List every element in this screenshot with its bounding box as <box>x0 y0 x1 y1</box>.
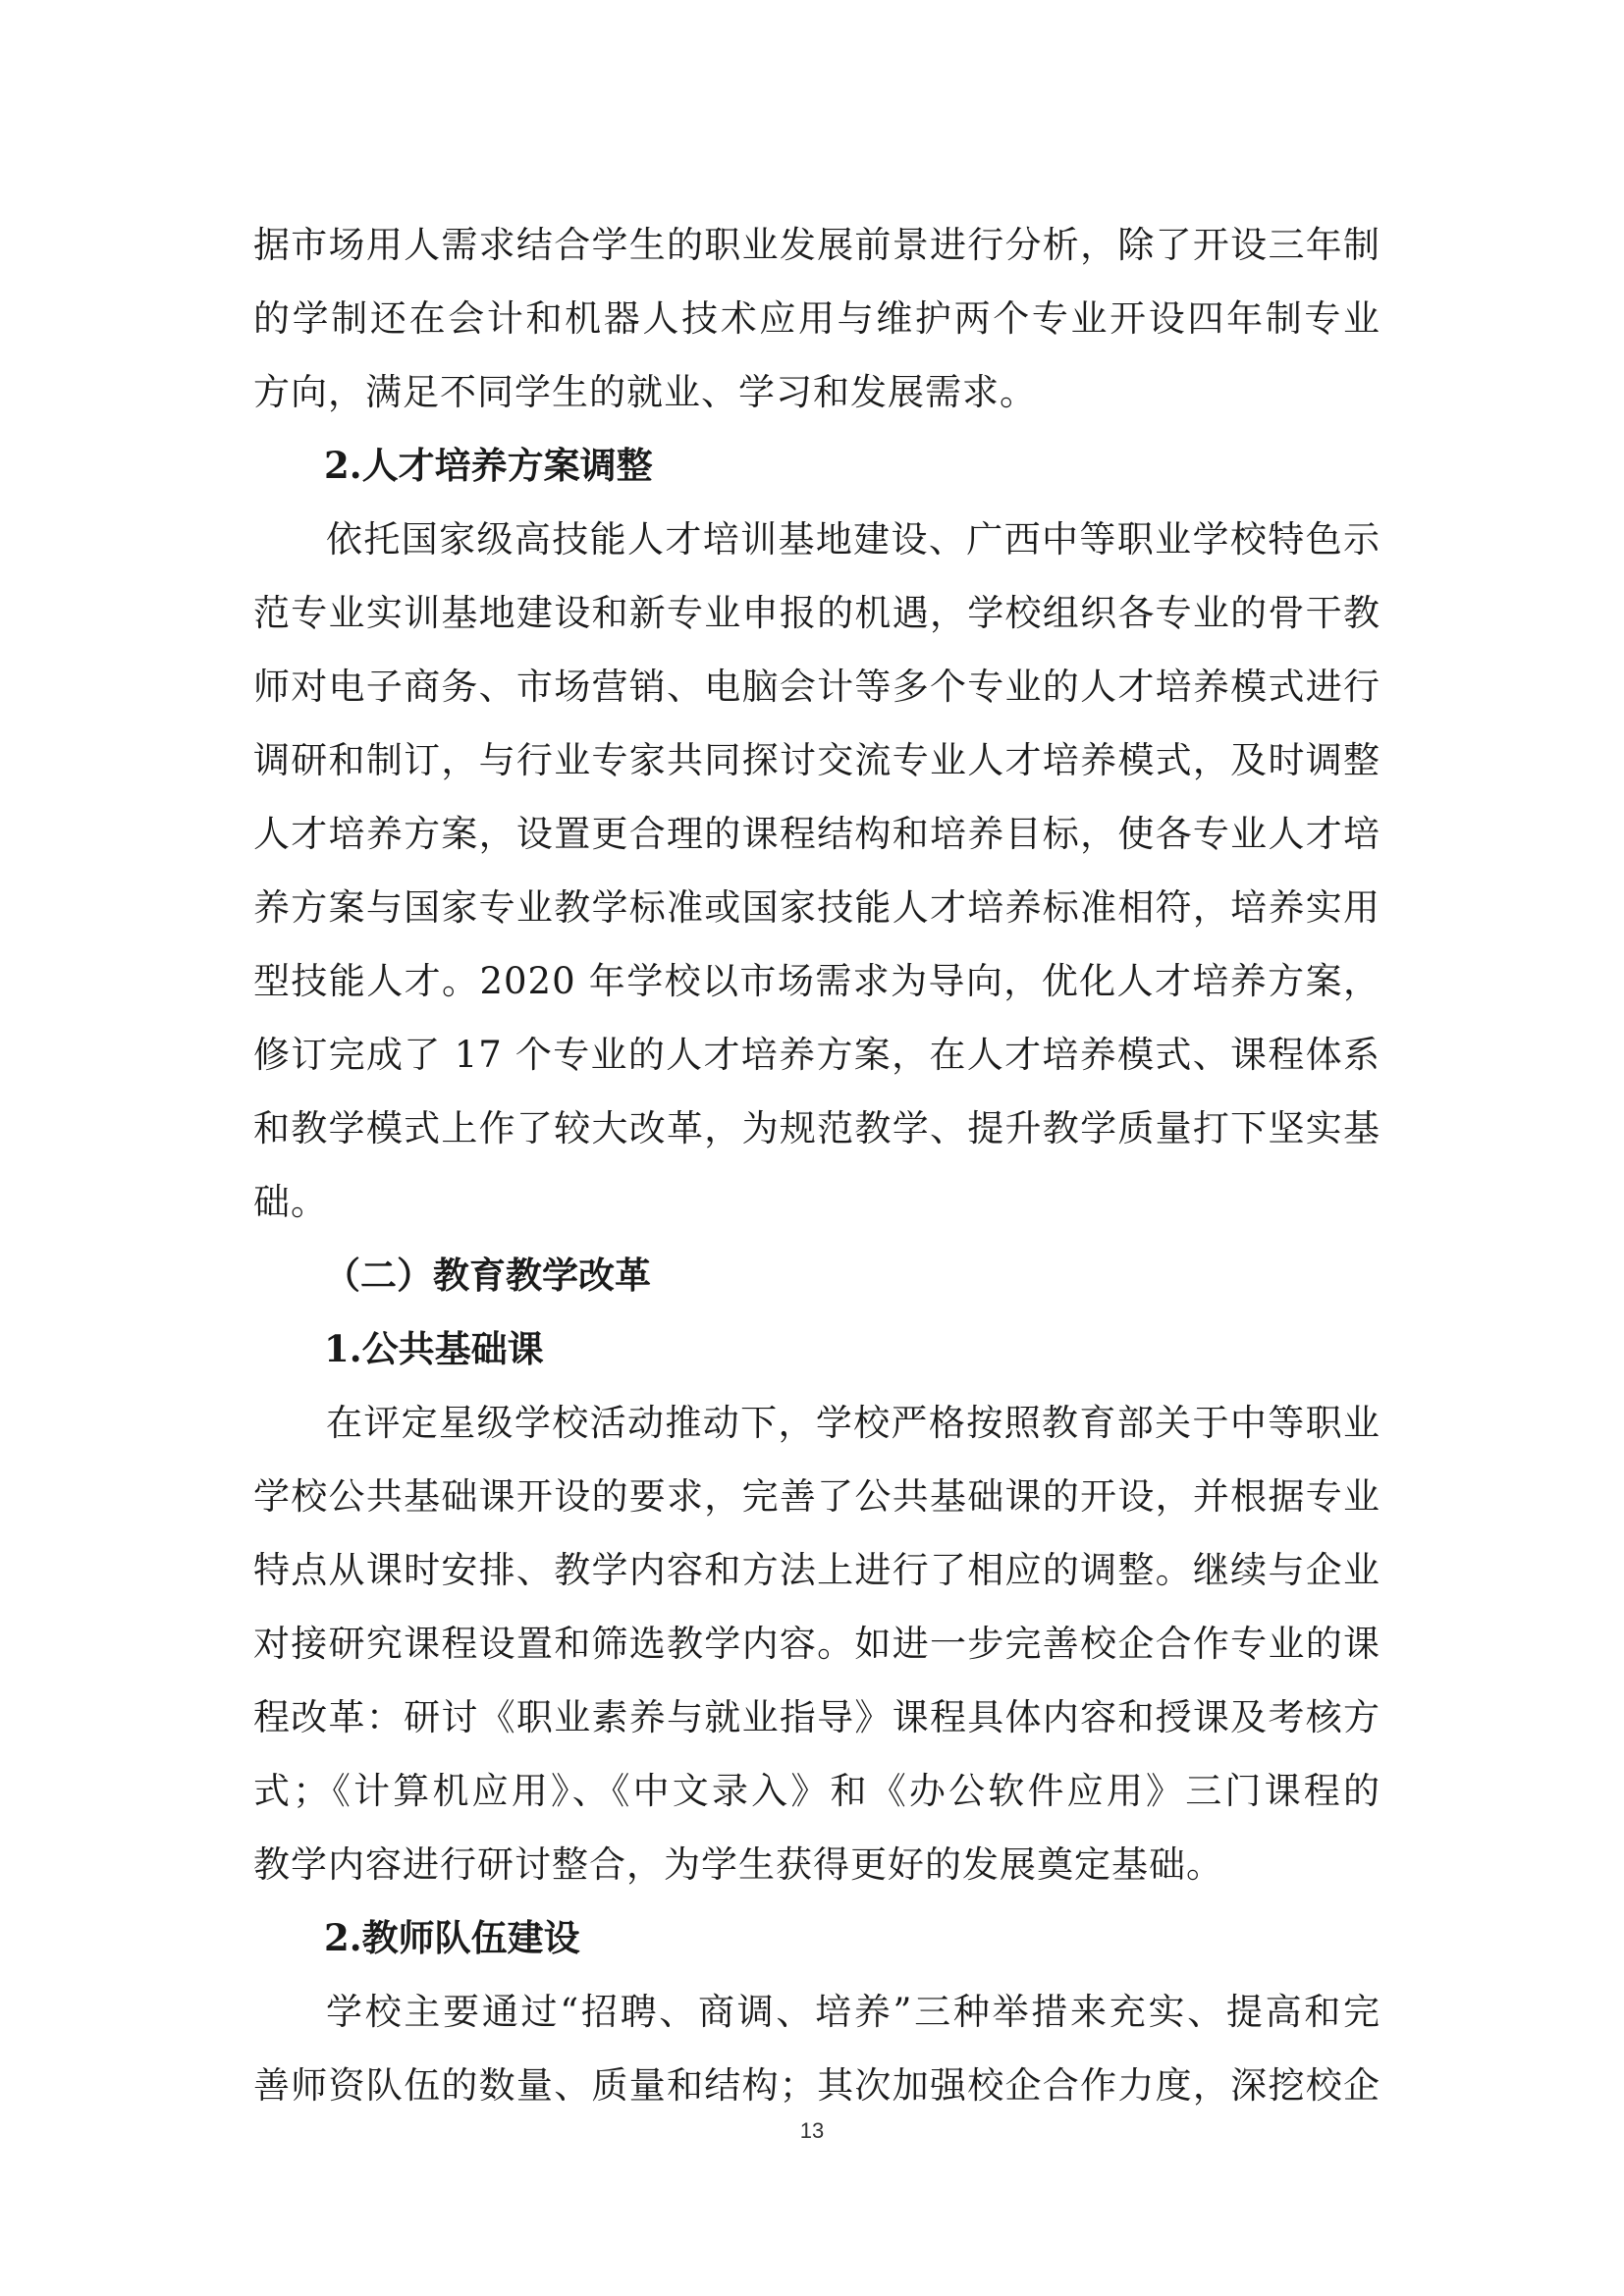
subheading-talent-plan: 2.人才培养方案调整 <box>324 444 653 487</box>
text-line: 人才培养方案，设置更合理的课程结构和培养目标，使各专业人才培 <box>253 813 1380 855</box>
text-line: 式；《计算机应用》、《中文录入》和《办公软件应用》三门课程的 <box>253 1770 1380 1812</box>
text-line: 型技能人才。2020 年学校以市场需求为导向，优化人才培养方案， <box>253 960 1380 1002</box>
page-content <box>253 208 1380 2122</box>
text-line: 的学制还在会计和机器人技术应用与维护两个专业开设四年制专业 <box>253 297 1380 340</box>
text-line: 善师资队伍的数量、质量和结构；其次加强校企合作力度，深挖校企 <box>253 2064 1380 2107</box>
text-line: 依托国家级高技能人才培训基地建设、广西中等职业学校特色示 <box>326 518 1380 561</box>
text-line: 师对电子商务、市场营销、电脑会计等多个专业的人才培养模式进行 <box>253 666 1380 708</box>
subheading-teacher-team: 2.教师队伍建设 <box>324 1916 580 1959</box>
text-line: 学校公共基础课开设的要求，完善了公共基础课的开设，并根据专业 <box>253 1475 1380 1518</box>
text-line: 调研和制订，与行业专家共同探讨交流专业人才培养模式，及时调整 <box>253 739 1380 781</box>
text-line: 修订完成了 17 个专业的人才培养方案，在人才培养模式、课程体系 <box>253 1034 1380 1076</box>
section-heading-teaching-reform: （二）教育教学改革 <box>324 1254 651 1297</box>
text-line: 养方案与国家专业教学标准或国家技能人才培养标准相符，培养实用 <box>253 886 1380 929</box>
text-line: 础。 <box>253 1181 328 1223</box>
text-line: 范专业实训基地建设和新专业申报的机遇，学校组织各专业的骨干教 <box>253 592 1380 634</box>
page-number: 13 <box>799 2118 825 2143</box>
text-line: 对接研究课程设置和筛选教学内容。如进一步完善校企合作专业的课 <box>253 1623 1380 1665</box>
subheading-public-courses: 1.公共基础课 <box>324 1327 544 1370</box>
text-line: 特点从课时安排、教学内容和方法上进行了相应的调整。继续与企业 <box>253 1549 1380 1591</box>
text-line: 和教学模式上作了较大改革，为规范教学、提升教学质量打下坚实基 <box>253 1107 1380 1149</box>
text-line: 程改革：研讨《职业素养与就业指导》课程具体内容和授课及考核方 <box>253 1696 1380 1738</box>
text-line: 方向，满足不同学生的就业、学习和发展需求。 <box>253 371 1037 413</box>
text-line: 在评定星级学校活动推动下，学校严格按照教育部关于中等职业 <box>326 1402 1380 1444</box>
text-line: 学校主要通过“招聘、商调、培养”三种举措来充实、提高和完 <box>326 1991 1380 2033</box>
text-line: 据市场用人需求结合学生的职业发展前景进行分析，除了开设三年制 <box>253 224 1380 266</box>
text-line: 教学内容进行研讨整合，为学生获得更好的发展奠定基础。 <box>253 1843 1223 1886</box>
